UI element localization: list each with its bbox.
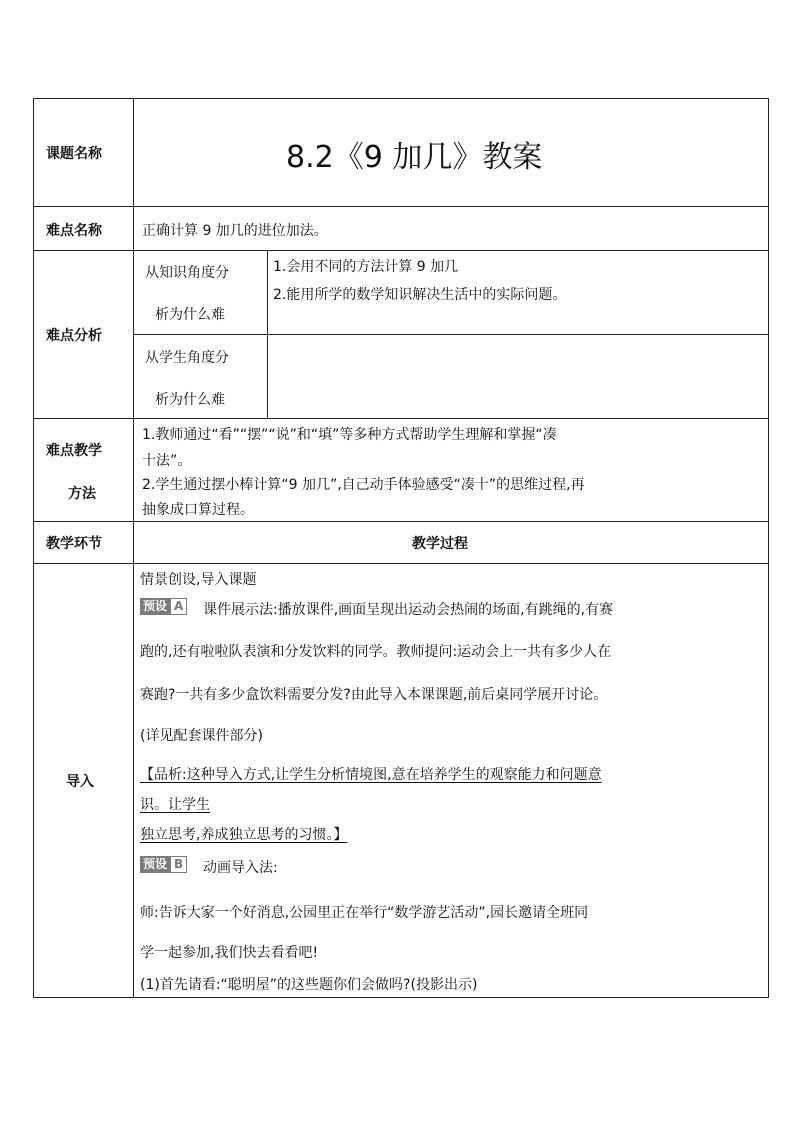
intro-label: 导入 [66, 774, 94, 790]
preset-a-line4: (详见配套课件部分) [140, 728, 263, 744]
preset-a-text: 课件展示法:播放课件,画面呈现出运动会热闹的场面,有跳绳的,有赛 [203, 602, 614, 618]
preset-b-line3: (1)首先请看:“聪明屋”的这些题你们会做吗?(投影出示) [140, 977, 478, 993]
method-line4: 抽象成口算过程。 [142, 502, 254, 518]
preset-b-letter: B [170, 856, 187, 873]
difficulty-analysis-label: 难点分析 [46, 328, 102, 344]
method-line1: 1.教师通过“看”“摆”“说”和“填”等多种方式帮助学生理解和掌握“凑 [142, 427, 557, 443]
knowledge-question-line1: 从知识角度分 [145, 265, 229, 281]
analysis-note-line1: 【品析:这种导入方式,让学生分析情境图,意在培养学生的观察能力和问题意 [140, 767, 602, 783]
table-left-border [33, 98, 34, 998]
teaching-segment-label: 教学环节 [46, 536, 102, 552]
preset-b-tag: 预设 [143, 857, 168, 871]
row-divider [33, 521, 769, 522]
method-line2: 十法”。 [142, 453, 192, 469]
preset-a-tag: 预设 [143, 599, 168, 613]
table-bottom-border [33, 997, 769, 998]
topic-label: 课题名称 [46, 146, 102, 162]
page-title: 8.2《9 加几》教案 [286, 140, 543, 175]
preset-a-line3: 赛跑?一共有多少盒饮料需要分发?由此导入本课课题,前后桌同学展开讨论。 [140, 687, 608, 703]
table-right-border [768, 98, 769, 998]
knowledge-answer-line1: 1.会用不同的方法计算 9 加几 [273, 259, 459, 275]
preset-b-line2: 学一起参加,我们快去看看吧! [140, 945, 319, 961]
row-divider [33, 206, 769, 207]
knowledge-question-line2: 析为什么难 [155, 307, 225, 323]
preset-a-badge [140, 598, 187, 615]
row-divider [33, 250, 769, 251]
preset-b-line1: 师:告诉大家一个好消息,公园里正在举行“数学游艺活动”,园长邀请全班同 [140, 905, 589, 921]
column-divider [133, 98, 134, 998]
analysis-note-line2: 识。让学生 [140, 797, 210, 813]
preset-b-text: 动画导入法: [203, 860, 278, 876]
preset-a-letter: A [170, 598, 187, 615]
process-header: 教学过程 [412, 536, 468, 552]
knowledge-answer-line2: 2.能用所学的数学知识解决生活中的实际问题。 [273, 287, 567, 303]
teaching-method-label-line2: 方法 [68, 486, 96, 502]
preset-b-badge [140, 856, 187, 873]
method-line3: 2.学生通过摆小棒计算“9 加几”,自己动手体验感受“凑十”的思维过程,再 [142, 477, 585, 493]
row-divider [33, 418, 769, 419]
student-question-line1: 从学生角度分 [145, 350, 229, 366]
process-heading: 情景创设,导入课题 [140, 572, 257, 588]
student-question-line2: 析为什么难 [155, 392, 225, 408]
row-divider [33, 563, 769, 564]
difficulty-text: 正确计算 9 加几的进位加法。 [142, 223, 328, 239]
row-divider [133, 334, 769, 335]
table-top-border [33, 98, 769, 99]
column-divider [267, 250, 268, 418]
analysis-note-line3: 独立思考,养成独立思考的习惯。】 [140, 827, 348, 843]
difficulty-name-label: 难点名称 [46, 223, 102, 239]
teaching-method-label-line1: 难点教学 [46, 443, 102, 459]
preset-a-line2: 跑的,还有啦啦队表演和分发饮料的同学。教师提问:运动会上一共有多少人在 [140, 644, 612, 660]
